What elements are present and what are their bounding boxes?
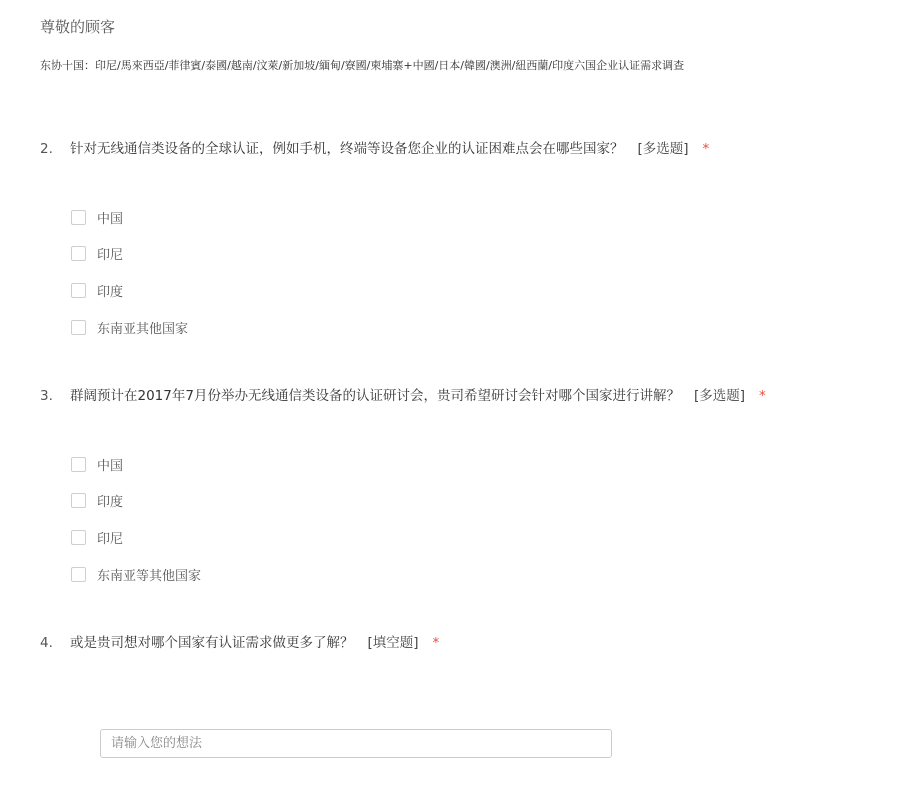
survey-intro: 东协十国：印尼/馬來西亞/菲律賓/泰國/越南/汶萊/新加坡/緬甸/寮國/柬埔寨+中國/日本/韓國/澳洲/紐西蘭/印度六国企业认证需求调查 xyxy=(40,59,685,72)
option-label: 东南亚其他国家 xyxy=(97,321,189,337)
option-q3-other-sea[interactable] xyxy=(71,564,201,584)
required-marker: * xyxy=(432,635,440,651)
question-type-badge: [填空题] xyxy=(367,635,419,651)
question-text: 或是贵司想对哪个国家有认证需求做更多了解？ xyxy=(70,635,354,651)
checkbox[interactable] xyxy=(71,457,86,472)
question-text: 针对无线通信类设备的全球认证，例如手机，终端等设备您企业的认证困难点会在哪些国家？ xyxy=(70,141,624,157)
greeting-heading: 尊敬的顾客 xyxy=(40,18,116,36)
option-q2-indonesia[interactable] xyxy=(71,243,123,263)
checkbox[interactable] xyxy=(71,210,86,225)
option-q3-india[interactable] xyxy=(71,490,123,510)
question-number: 2. xyxy=(40,141,53,157)
option-label: 印度 xyxy=(97,284,124,300)
option-label: 印尼 xyxy=(97,531,124,547)
checkbox[interactable] xyxy=(71,493,86,508)
question-number: 4. xyxy=(40,635,53,651)
checkbox[interactable] xyxy=(71,567,86,582)
option-label: 中国 xyxy=(97,458,124,474)
option-q2-china[interactable] xyxy=(71,207,123,227)
option-q2-other-sea[interactable] xyxy=(71,317,188,337)
question-4 xyxy=(40,631,439,651)
required-marker: * xyxy=(759,388,766,404)
option-label: 东南亚等其他国家 xyxy=(97,568,202,584)
checkbox[interactable] xyxy=(71,320,86,335)
question-text: 群阔预计在2017年7月份举办无线通信类设备的认证研讨会，贵司希望研讨会针对哪个国家进行讲解？ xyxy=(70,388,680,404)
question-type-badge: [多选题] xyxy=(693,388,745,404)
option-label: 印尼 xyxy=(97,247,124,263)
option-q2-india[interactable] xyxy=(71,280,123,300)
question-number: 3. xyxy=(40,388,53,404)
thoughts-input[interactable] xyxy=(100,729,612,758)
question-type-badge: [多选题] xyxy=(637,141,689,157)
checkbox[interactable] xyxy=(71,246,86,261)
question-2 xyxy=(40,137,709,157)
option-q3-china[interactable] xyxy=(71,454,123,474)
question-3 xyxy=(40,384,766,404)
option-label: 中国 xyxy=(97,211,124,227)
required-marker: * xyxy=(702,141,710,157)
option-label: 印度 xyxy=(97,494,124,510)
checkbox[interactable] xyxy=(71,530,86,545)
option-q3-indonesia[interactable] xyxy=(71,527,123,547)
checkbox[interactable] xyxy=(71,283,86,298)
